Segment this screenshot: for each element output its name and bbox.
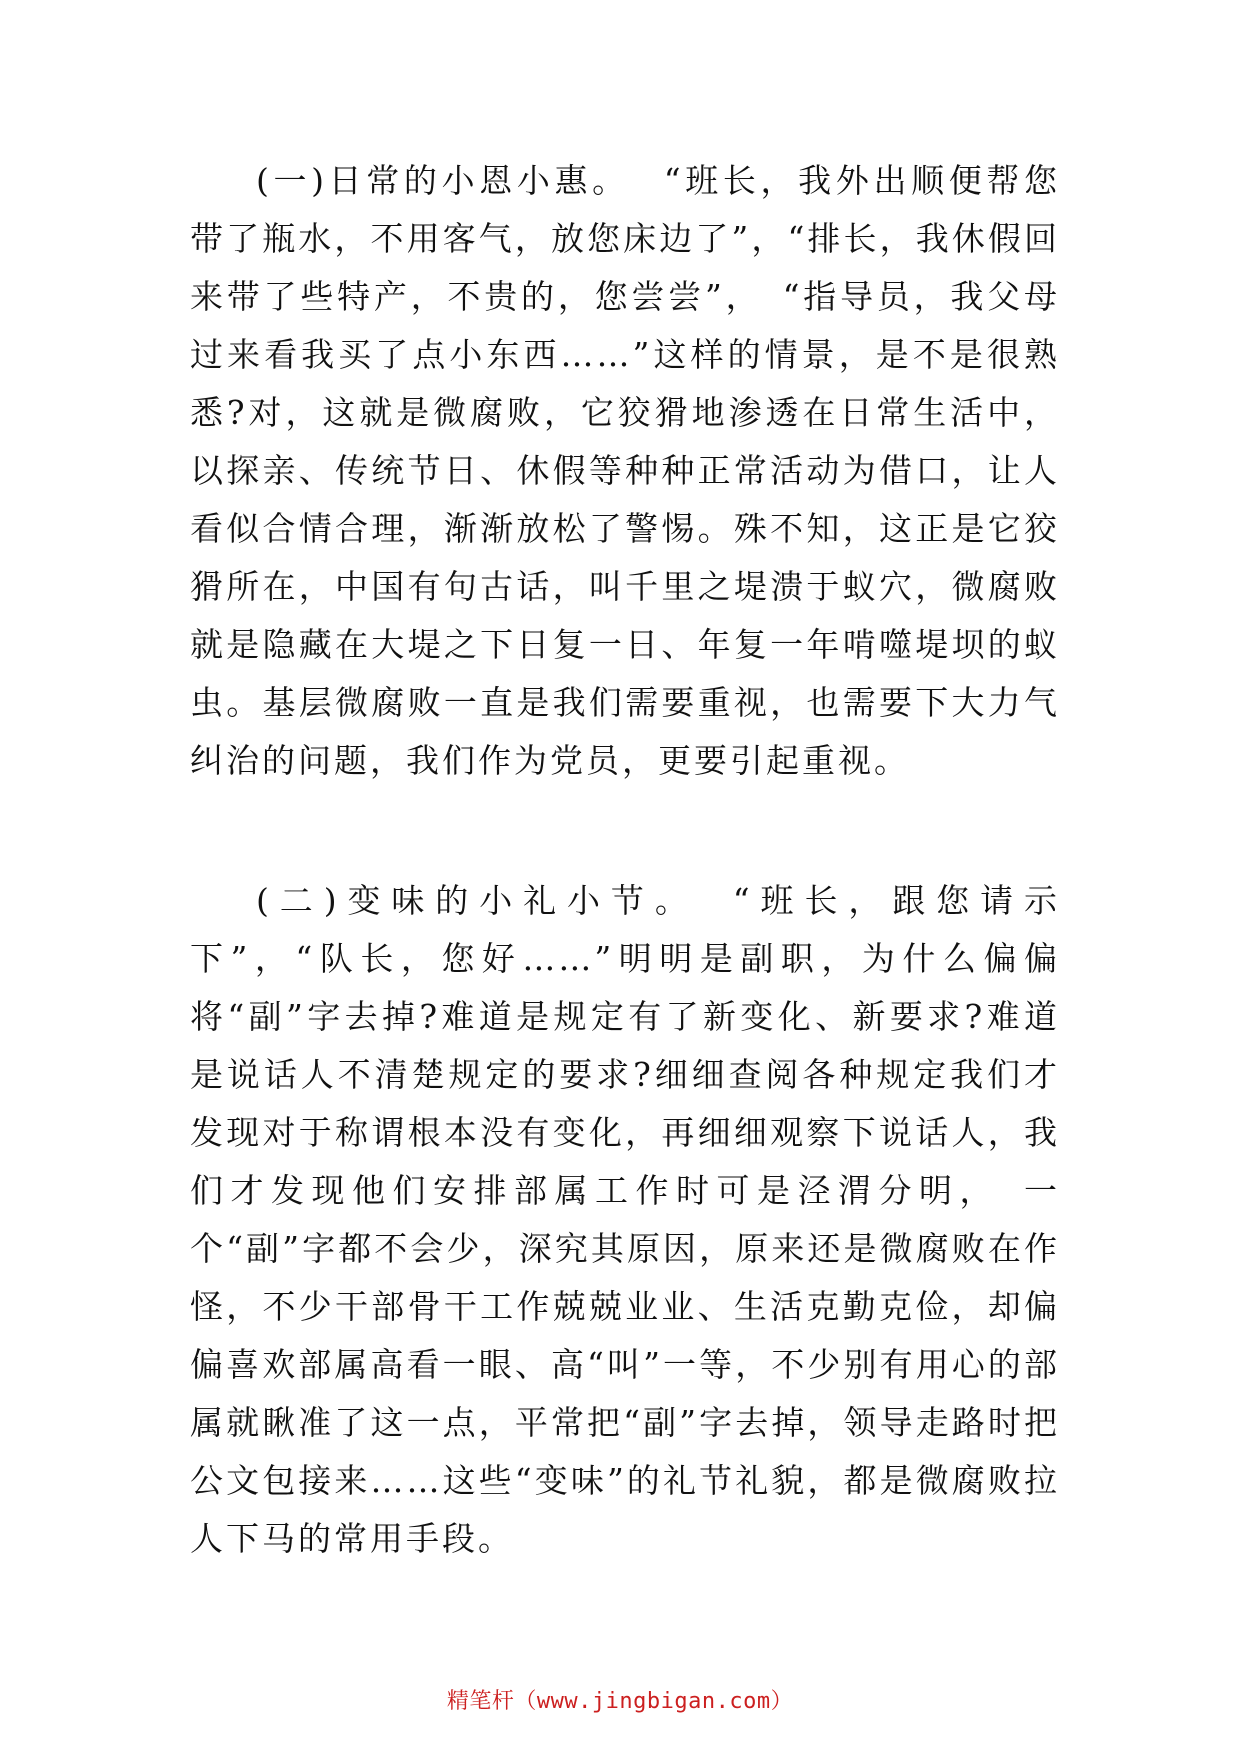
section-heading-1: (一)日常的小恩小惠。: [256, 161, 630, 200]
section-paragraph-2: [190, 872, 1060, 1568]
section-heading-2: (二)变味的小礼小节。: [256, 881, 699, 920]
section-body-2: “班长，跟您请示下”，“队长，您好……”明明是副职，为什么偏偏将“副”字去掉?难道是规定有了新变化、新要求?难道是说话人不清楚规定的要求?细细查阅各种规定我们才发现对于称谓根本没有变化，再细细观察下说话人，我们才发现他们安排部属工作时可是泾渭分明， 一个“副”字都不会少，深究其原因，原来还是微腐败在作怪，不少干部骨干工作兢兢业业、生活克勤克俭，却偏偏喜欢部属高看一眼、高“叫”一等，不少别有用心的部属就瞅准了这一点，平常把“副”字去掉，领导走路时把公文包接来……这些“变味”的礼节礼貌，都是微腐败拉人下马的常用手段。: [190, 881, 1061, 1558]
footer-watermark: 精笔杆（www.jingbigan.com）: [446, 1689, 794, 1714]
section-body-1: “班长，我外出顺便帮您带了瓶水，不用客气，放您床边了”，“排长，我休假回来带了些特产，不贵的，您尝尝”， “指导员，我父母过来看我买了点小东西……”这样的情景，是不是很熟悉?对，这就是微腐败，它狡猾地渗透在日常生活中，以探亲、传统节日、休假等种种正常活动为借口，让人看似合情合理，渐渐放松了警惕。殊不知，这正是它狡猾所在，中国有句古话，叫千里之堤溃于蚁穴，微腐败就是隐藏在大堤之下日复一日、年复一年啃噬堤坝的蚁虫。基层微腐败一直是我们需要重视，也需要下大力气纠治的问题，我们作为党员，更要引起重视。: [190, 161, 1061, 780]
section-paragraph-1: [190, 152, 1060, 790]
